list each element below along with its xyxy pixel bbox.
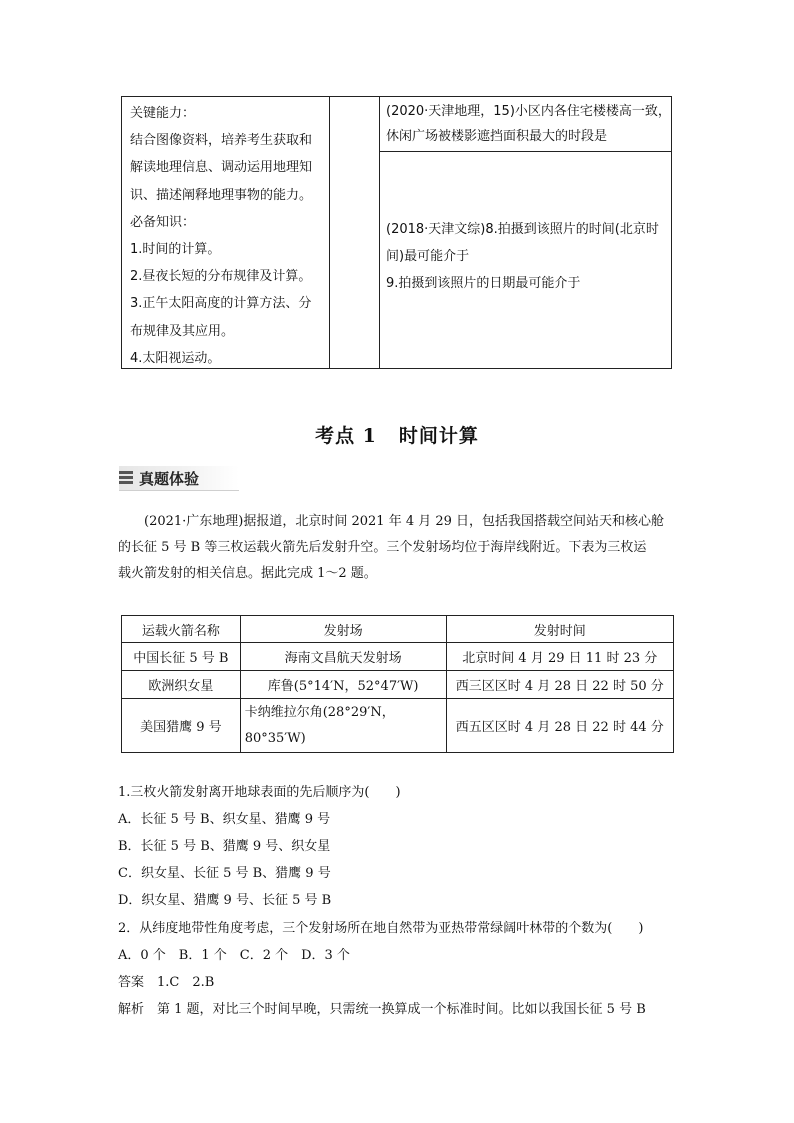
intro-line: 的长征 5 号 B 等三枚运载火箭先后发射升空。三个发射场均位于海岸线附近。下表为三枚运 (118, 540, 647, 555)
table-row (122, 671, 674, 699)
section-name: 时间计算 (398, 425, 479, 447)
launch-site-cell (240, 699, 446, 753)
answer-line: 答案 1.C 2.B (118, 975, 215, 990)
exam-reference-line: (2018·天津文综)8.拍摄到该照片的时间(北京时 (386, 222, 659, 237)
exam-reference-line: (2020·天津地理，15)小区内各住宅楼楼高一致， (386, 104, 671, 119)
intro-paragraph (118, 509, 678, 587)
question-1-option-c: C．织女星、长征 5 号 B、猎鹰 9 号 (118, 866, 331, 881)
launch-time-cell: 西五区区时 4 月 28 日 22 时 44 分 (446, 699, 673, 753)
exam-reference-line: 间)最可能介于 (386, 249, 470, 264)
launch-site-cell: 海南文昌航天发射场 (240, 643, 446, 671)
question-1-option-b: B．长征 5 号 B、猎鹰 9 号、织女星 (118, 839, 331, 854)
launch-time-cell: 北京时间 4 月 29 日 11 时 23 分 (446, 643, 673, 671)
ability-text: 解读地理信息、调动运用地理知 (130, 160, 313, 176)
rocket-launch-table (121, 615, 674, 753)
question-2-stem: 2．从纬度地带性角度考虑，三个发射场所在地自然带为亚热带常绿阔叶林带的个数为( ) (118, 921, 644, 936)
section-title (0, 421, 794, 448)
analysis-line: 解析 第 1 题，对比三个时间早晚，只需统一换算成一个标准时间。比如以我国长征 5 号 B (118, 1002, 646, 1017)
ability-heading: 关键能力： (130, 106, 196, 121)
table-row (122, 643, 674, 671)
banner-label: 真题体验 (139, 470, 200, 488)
launch-site-cell: 库鲁(5°14′N，52°47′W) (240, 671, 446, 699)
knowledge-item: 1.时间的计算。 (130, 242, 221, 258)
ability-text: 识、描述阐释地理事物的能力。 (130, 187, 313, 203)
launch-site-line: 卡纳维拉尔角(28°29′N， (244, 704, 395, 720)
exam-reference-2018 (380, 152, 671, 368)
question-1-option-a: A．长征 5 号 B、织女星、猎鹰 9 号 (118, 812, 331, 827)
exam-reference-line: 9.拍摄到该照片的日期最可能介于 (386, 276, 581, 291)
empty-middle-cell (330, 97, 380, 368)
list-icon (119, 471, 133, 485)
question-1-option-d: D．织女星、猎鹰 9 号、长征 5 号 B (118, 893, 332, 908)
exam-reference-column (380, 97, 671, 368)
exam-reference-line: 休闲广场被楼影遮挡面积最大的时段是 (386, 129, 608, 144)
question-1-stem: 1.三枚火箭发射离开地球表面的先后顺序为( ) (118, 785, 401, 800)
intro-line: (2021·广东地理)据报道，北京时间 2021 年 4 月 29 日，包括我国搭载空间站天和核心舱 (144, 514, 665, 529)
objectives-table (121, 96, 672, 369)
intro-line: 载火箭发射的相关信息。据此完成 1～2 题。 (118, 566, 377, 581)
practice-banner (119, 466, 239, 491)
header-launch-time: 发射时间 (446, 616, 673, 643)
header-rocket-name: 运载火箭名称 (122, 616, 241, 643)
ability-knowledge-cell (122, 97, 330, 368)
rocket-name-cell: 欧洲织女星 (122, 671, 241, 699)
rocket-name-cell: 中国长征 5 号 B (122, 643, 241, 671)
section-number: 考点 1 (315, 425, 377, 447)
rocket-name-cell: 美国猎鹰 9 号 (122, 699, 241, 753)
table-header-row (122, 616, 674, 643)
ability-text: 结合图像资料，培养考生获取和 (130, 133, 313, 149)
launch-site-line: 80°35′W) (244, 730, 306, 746)
knowledge-item: 2.昼夜长短的分布规律及计算。 (130, 269, 312, 285)
question-2-options: A．0 个 B．1 个 C．2 个 D．3 个 (118, 948, 350, 963)
launch-time-cell: 西三区区时 4 月 28 日 22 时 50 分 (446, 671, 673, 699)
exam-reference-2020 (380, 97, 671, 152)
knowledge-item: 4.太阳视运动。 (130, 350, 221, 366)
header-launch-site: 发射场 (240, 616, 446, 643)
table-row (122, 699, 674, 753)
knowledge-item: 布规律及其应用。 (130, 323, 235, 339)
knowledge-item: 3.正午太阳高度的计算方法、分 (130, 296, 312, 312)
knowledge-heading: 必备知识： (130, 214, 196, 230)
